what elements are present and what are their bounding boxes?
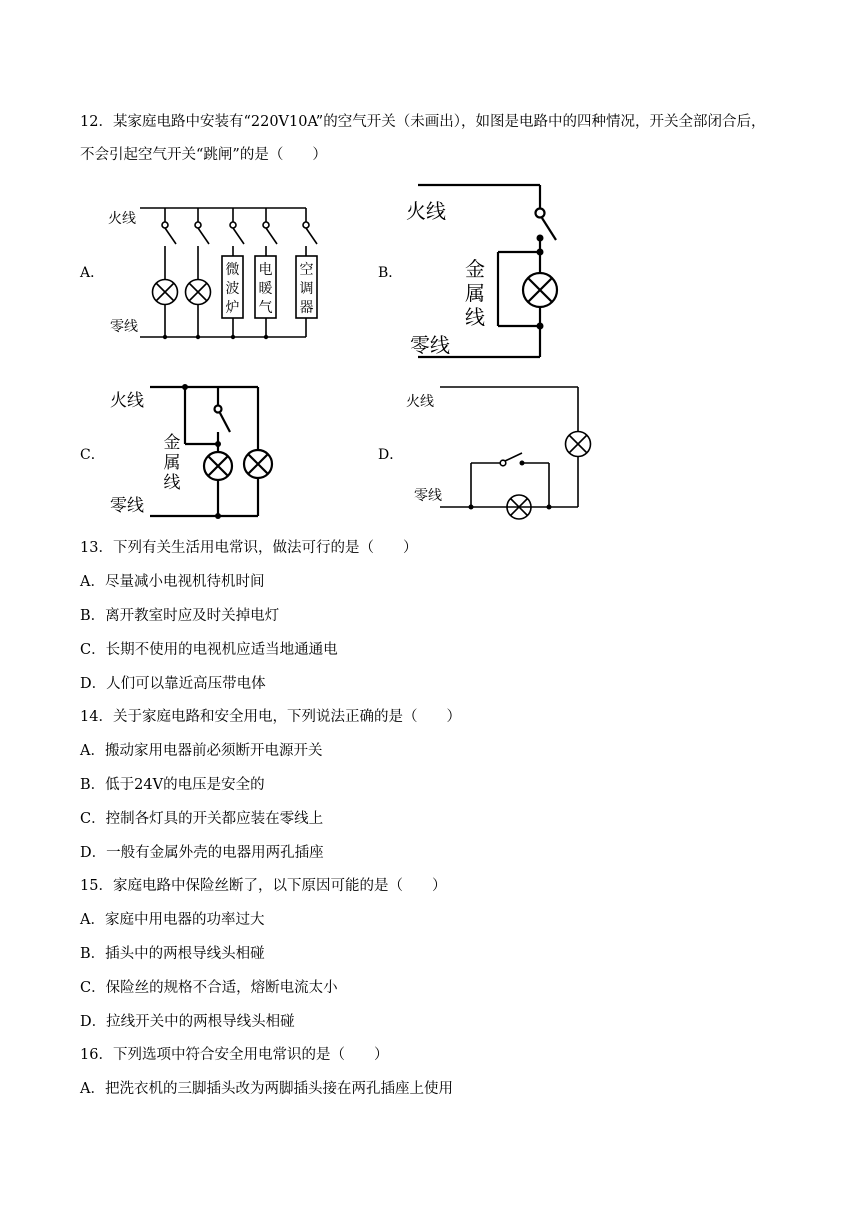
q15-stem: 15．家庭电路中保险丝断了，以下原因可能的是（ ）: [80, 878, 447, 894]
q13-stem: 13．下列有关生活用电常识，做法可行的是（ ）: [80, 540, 418, 556]
fig-a-neutral-label: 零线: [110, 319, 138, 335]
q12-stem-line2: 不会引起空气开关“跳闸”的是（ ）: [80, 147, 327, 163]
fig-a-branch-aircon: [296, 208, 317, 337]
q12-option-d-label[interactable]: D．: [378, 447, 404, 463]
q15-option-b[interactable]: B．插头中的两根导线头相碰: [80, 946, 265, 962]
q13-option-b[interactable]: B．离开教室时应及时关掉电灯: [80, 608, 280, 624]
q14-option-c[interactable]: C．控制各灯具的开关都应装在零线上: [80, 811, 324, 827]
q15-option-c[interactable]: C．保险丝的规格不合适，熔断电流太小: [80, 980, 338, 996]
fig-d-neutral-label: 零线: [414, 488, 442, 504]
fig-c-metal-wire-label: 金属线: [163, 433, 181, 493]
fig-a-heater-label: 电暖气: [258, 262, 273, 316]
fig-c-live-label: 火线: [110, 391, 144, 411]
figure-d-circuit: [406, 387, 591, 519]
fig-a-branch-lamp2: [186, 208, 211, 339]
fig-d-live-label: 火线: [406, 394, 434, 410]
fig-a-branch-microwave: [222, 208, 244, 339]
q12-option-a-label[interactable]: A．: [80, 265, 105, 281]
q16-option-a[interactable]: A．把洗衣机的三脚插头改为两脚插头接在两孔插座上使用: [80, 1081, 453, 1097]
fig-a-live-label: 火线: [108, 211, 136, 227]
q13-option-d[interactable]: D．人们可以靠近高压带电体: [80, 676, 266, 692]
fig-c-neutral-label: 零线: [110, 496, 144, 516]
figure-b-circuit: [406, 185, 557, 357]
q14-stem: 14．关于家庭电路和安全用电，下列说法正确的是（ ）: [80, 709, 461, 725]
q15-option-a[interactable]: A．家庭中用电器的功率过大: [80, 912, 265, 928]
fig-a-branch-lamp1: [153, 208, 178, 339]
q14-option-b[interactable]: B．低于24V的电压是安全的: [80, 777, 265, 793]
q12-stem-line1: 12．某家庭电路中安装有“220V10A”的空气开关（未画出），如图是电路中的四种情况，开关全部闭合后，: [80, 114, 766, 130]
q12-option-c-label[interactable]: C．: [80, 447, 105, 463]
fig-a-branch-heater: [255, 208, 277, 339]
q15-option-d[interactable]: D．拉线开关中的两根导线头相碰: [80, 1014, 295, 1030]
fig-b-metal-wire-label: 金属线: [465, 257, 485, 329]
q12-option-b-label[interactable]: B．: [378, 265, 403, 281]
fig-a-microwave-label: 微波炉: [225, 262, 240, 316]
q13-option-a[interactable]: A．尽量减小电视机待机时间: [80, 574, 265, 590]
q14-option-d[interactable]: D．一般有金属外壳的电器用两孔插座: [80, 845, 324, 861]
fig-b-neutral-label: 零线: [410, 333, 450, 357]
figure-c-circuit: [110, 384, 272, 519]
fig-a-aircon-label: 空调器: [299, 262, 314, 316]
q16-stem: 16．下列选项中符合安全用电常识的是（ ）: [80, 1047, 389, 1063]
q13-option-c[interactable]: C．长期不使用的电视机应适当地通通电: [80, 642, 338, 658]
fig-b-live-label: 火线: [406, 199, 446, 223]
q14-option-a[interactable]: A．搬动家用电器前必须断开电源开关: [80, 743, 323, 759]
